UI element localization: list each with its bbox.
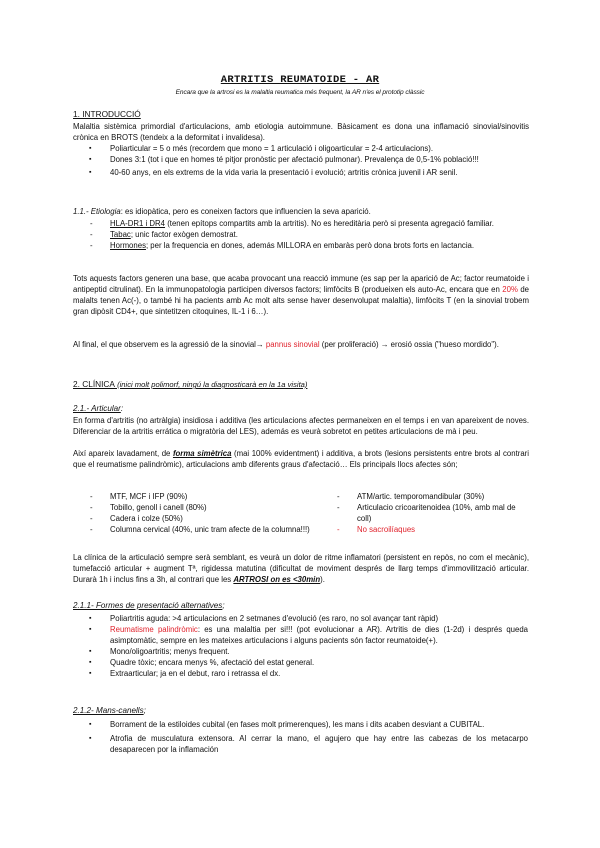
pannus-highlight: pannus sinovial — [265, 340, 320, 349]
artrosi-emphasis: ARTROSI on es <30min — [233, 575, 321, 584]
section-1-heading: 1. INTRODUCCIÓ — [73, 109, 141, 119]
factor-tabac: Tabac — [110, 230, 131, 239]
document-subtitle: Encara que la artrosi es la malaltia reumatica més frequent, la AR n'es el prototip clàssic — [175, 89, 425, 96]
document-title: ARTRITIS REUMATOIDE - AR — [220, 74, 380, 86]
articular-heading: 2.1.- Articular: — [73, 404, 124, 413]
section-1-intro: Malaltia sistèmica primordial d'articulacions, amb etiologia autoimmune. Bàsicament es dona una inflamació sinovial/sinovitis crònica en BROTS (tendeix a la deformitat i invalidesa). — [73, 122, 529, 142]
palindromic-highlight: Reumatisme palindròmic — [110, 625, 198, 634]
etiology-line — [73, 206, 529, 217]
list-item: ▪ Atrofia de musculatura extensora. Al cerrar la mano, el agujero que hay entre las cabezas de los metacarpo desaparecen por la inflamación — [88, 733, 528, 755]
list-item: ▪ Borrament de la estiloides cubital (en fases molt primerenques), les mans i dits acaben desviant a CUBITAL. — [88, 719, 528, 730]
list-item: ▪ 40-60 anys, en els extrems de la vida varia la presentació i evolució; artritis crònica juvenil i AR senil. — [88, 167, 528, 178]
list-item: ▪ Mono/oligoartritis; menys frequent. — [88, 646, 528, 657]
list-item — [88, 240, 528, 251]
pannus-paragraph: Al final, el que observem es la agressió de la sinovial→ pannus sinovial (per proliferació) → erosió ossia ("hueso mordido"). — [73, 340, 499, 349]
hands-wrists-heading: 2.1.2- Mans-canells; — [73, 706, 146, 715]
factor-hormones: Hormones — [110, 241, 146, 250]
articular-paragraph-2: Així apareix lavadament, de forma simètrica (mai 100% evidentment) i additiva, a brots (lesions persistents entre brots al contrari que el reumatisme palindròmic), articulacions amb diferents graus d'afectació… Els principals llocs afectes són; — [73, 449, 529, 469]
immunopathology-paragraph: Tots aquests factors generen una base, que acaba provocant una reacció immune (es sap per la aparició de Ac; factor reumatoide i antipeptid citrulinat). En la immunopatologia participen diversos factors; limfòcits B (produeixen els auto-Ac, encara que en 20% de malalts tenen Ac(-), o també hi ha pacients amb Ac molt alts sense haver desenvolupat malaltia), limfòcits T (en la sinovial trobem gran dipòsit CD4+, que sintetitzen citoquines, IL-1 i 6…). — [73, 274, 529, 316]
list-item: - Columna cervical (40%, unic tram afecte de la columna!!!) — [88, 524, 328, 535]
factor-hormones-text: ; per la frequencia en dones, además MILLORA en embaràs però dona brots forts en lactancia. — [145, 241, 475, 250]
list-item: ▪ Extraarticular; ja en el debut, raro i retrassa el dx. — [88, 668, 528, 679]
etiology-list — [88, 218, 528, 251]
section-2-heading: 2. CLÍNICA (inici molt polimorf, ningú la diagnosticarà en la 1a visita) — [73, 379, 308, 389]
locations-left-list — [88, 491, 328, 535]
list-item: - No sacroilíaques — [335, 524, 528, 535]
list-item: ▪ Reumatisme palindròmic: es una malaltia per si!!! (pot evolucionar a AR). Artritis de dies (1-2d) i després queda asimptomàtic, sempre en les mateixes articulacions i alguns pacients són factor reumatoide(+). — [88, 624, 528, 646]
articular-paragraph-3: La clínica de la articulació sempre serà semblant, es veurà un dolor de ritme inflamatori (persistent en repòs, no com el mecànic), tumefacció articular + augment Tª, rigidessa matutina (dificultat de moviment després de llarg temps d'immovilització articular. Durarà 1h i inclus fins a 3h, al contrari que les ARTROSI on es <30min). — [73, 553, 529, 584]
list-item: - Articulacio cricoaritenoidea (10%, amb mal de coll) — [335, 502, 528, 524]
alternative-forms-list — [88, 613, 528, 679]
factor-hla-text: (tenen epítops compartits amb la artritis). No es hereditària però si presenta agregació familiar. — [165, 219, 494, 228]
list-item: - MTF, MCF i IFP (90%) — [88, 491, 328, 502]
list-item: ▪ Dones 3:1 (tot i que en homes té pitjor pronòstic per afectació pulmonar). Prevalença de 0,5-1% població!!! — [88, 154, 528, 165]
list-item: - Tobillo, genoll i canell (80%) — [88, 502, 328, 513]
section-2-note: (inici molt polimorf, ningú la diagnosticarà en la 1a visita) — [114, 380, 308, 389]
factor-hla: HLA-DR1 i DR4 — [110, 219, 166, 228]
list-item: - Cadera i colze (50%) — [88, 513, 328, 524]
section-1-list — [88, 143, 528, 178]
list-item: ▪ Quadre tòxic; encara menys %, afectació del estat general. — [88, 657, 528, 668]
etiology-label: 1.1.- Etiologia — [73, 207, 121, 216]
hands-wrists-list — [88, 719, 528, 755]
articular-paragraph-1: En forma d'artritis (no artràlgia) insidiosa i additiva (les articulacions afectes permaneixen en el temps i en van apareixent de noves. Diferenciar de la artritis errática o migratòria del LES), además es veurà sobretot en petites articulacions de mà i peu. — [73, 416, 529, 436]
factor-tabac-text: ; unic factor exògen demostrat. — [130, 230, 238, 239]
etiology-text: : es idiopàtica, pero es coneixen factors que influencien la seva aparició. — [120, 207, 371, 216]
simetrica-emphasis: forma simètrica — [172, 449, 232, 458]
list-item: ▪ Poliartritis aguda: >4 articulacions en 2 setmanes d'evolució (es raro, no sol avançar tant ràpid) — [88, 613, 528, 624]
locations-right-list — [335, 491, 528, 535]
list-item — [88, 229, 528, 240]
alternative-forms-heading: 2.1.1- Formes de presentació alternatives; — [73, 601, 225, 610]
percent-highlight: 20% — [502, 285, 518, 294]
list-item — [88, 218, 528, 229]
list-item: - ATM/artic. temporomandibular (30%) — [335, 491, 528, 502]
list-item: ▪ Poliarticular = 5 o més (recordem que mono = 1 articulació i oligoarticular = 2-4 articulacions). — [88, 143, 528, 154]
